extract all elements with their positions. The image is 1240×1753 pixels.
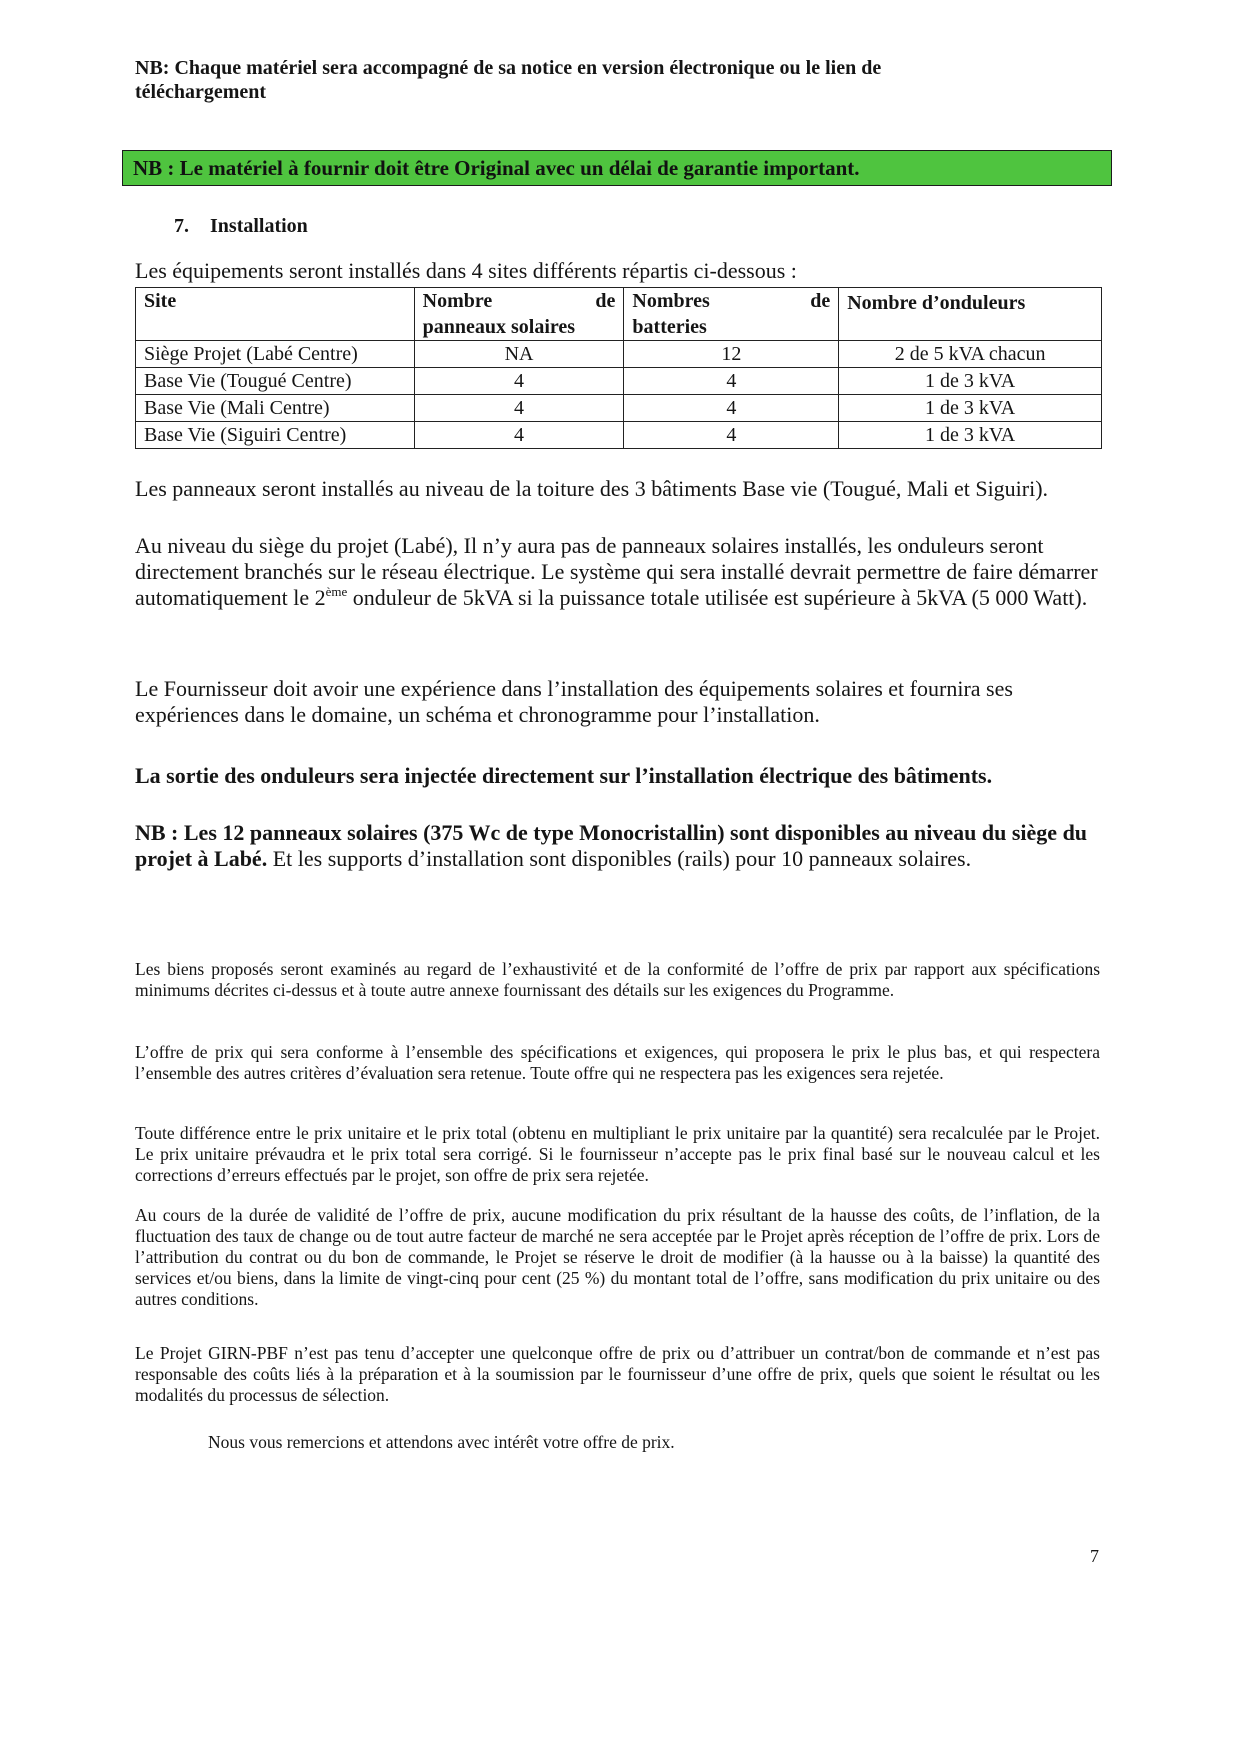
nb-original-banner [122,150,1112,186]
section-title: Installation [210,215,308,237]
header-inverters [839,288,1102,341]
paragraph-validite: Au cours de la durée de validité de l’offre de prix, aucune modification du prix résultant de la hausse des coûts, de l’inflation, de la fluctuation des taux de change ou de tout autre facteur de marché ne sera acceptée par le Projet après réception de l’offre de prix. Lors de l’attribution du contrat ou du bon de commande, le Projet se réserve le droit de modifier (à la hausse ou à la baisse) la quantité des services et/ou biens, dans la limite de vingt-cinq pour cent (25 %) du montant total de l’offre, sans modification du prix unitaire ou des autres conditions. [135,1205,1100,1309]
paragraph-siege-text-end: onduleur de 5kVA si la puissance totale utilisée est supérieure à 5kVA (5 000 Watt). [347,585,1088,610]
paragraph-offre: L’offre de prix qui sera conforme à l’ensemble des spécifications et exigences, qui proposera le prix le plus bas, et qui respectera l’ensemble des autres critères d’évaluation sera retenue. Toute offre qui ne respectera pas les exigences sera rejetée. [135,1042,1100,1083]
paragraph-difference: Toute différence entre le prix unitaire et le prix total (obtenu en multipliant le prix unitaire par la quantité) sera recalculée par le Projet. Le prix unitaire prévaudra et le prix total sera corrigé. Si le fournisseur n’accepte pas le prix final basé sur le nouveau calcul et les corrections d’erreurs effectués par le projet, son offre de prix sera rejetée. [135,1123,1100,1185]
paragraph-girn: Le Projet GIRN-PBF n’est pas tenu d’accepter une quelconque offre de prix ou d’attribuer un contrat/bon de commande et n’est pas responsable des coûts liés à la préparation et à la soumission par le fournisseur d’une offre de prix, quels que soient le résultat ou les modalités du processus de sélection. [135,1343,1100,1405]
sites-table [135,287,1102,449]
cell-site: Siège Projet (Labé Centre) [136,341,415,368]
nb-original-text: NB : Le matériel à fournir doit être Original avec un délai de garantie important. [133,156,860,180]
paragraph-nb-panneaux [135,820,1100,872]
paragraph-biens: Les biens proposés seront examinés au regard de l’exhaustivité et de la conformité de l’offre de prix par rapport aux spécifications minimums décrites ci-dessus et à toute autre annexe fournissant des détails sur les exigences du Programme. [135,959,1100,1000]
header-panels [414,288,624,341]
cell-inverters: 2 de 5 kVA chacun [839,341,1102,368]
header-batteries-word2: de [810,290,831,312]
header-site: Site [136,288,415,341]
paragraph-fournisseur: Le Fournisseur doit avoir une expérience dans l’installation des équipements solaires et fournira ses expériences dans le domaine, un schéma et chronogramme pour l’installation. [135,676,1013,727]
cell-batteries: 4 [624,422,839,449]
header-inverters-label: Nombre d’onduleurs [847,292,1026,314]
cell-batteries: 4 [624,368,839,395]
cell-inverters: 1 de 3 kVA [839,422,1102,449]
nb-notice: NB: Chaque matériel sera accompagné de sa notice en version électronique ou le lien de téléchargement [135,57,882,103]
table-row [136,341,1102,368]
header-panels-word2: de [595,290,616,312]
closing-thanks: Nous vous remercions et attendons avec intérêt votre offre de prix. [208,1432,675,1452]
cell-inverters: 1 de 3 kVA [839,368,1102,395]
header-batteries-word1: Nombres [632,290,710,312]
table-row [136,395,1102,422]
table-header-row [136,288,1102,341]
cell-batteries: 12 [624,341,839,368]
table-row [136,368,1102,395]
section-number: 7. [174,215,189,237]
paragraph-sortie: La sortie des onduleurs sera injectée directement sur l’installation électrique des bâtiments. [135,763,993,788]
table-intro: Les équipements seront installés dans 4 sites différents répartis ci-dessous : [135,258,797,283]
cell-site: Base Vie (Siguiri Centre) [136,422,415,449]
cell-panels: 4 [414,422,624,449]
header-batteries [624,288,839,341]
table-row [136,422,1102,449]
cell-site: Base Vie (Mali Centre) [136,395,415,422]
nb-panneaux-bold: NB : Les 12 panneaux solaires (375 Wc de type Monocristallin) sont disponibles au niveau du siège du projet à Labé. [135,820,1088,871]
header-batteries-line2: batteries [632,316,707,338]
nb-panneaux-rest: Et les supports d’installation sont disponibles (rails) pour 10 panneaux solaires. [267,846,972,871]
paragraph-siege [135,533,1100,611]
paragraph-panels: Les panneaux seront installés au niveau de la toiture des 3 bâtiments Base vie (Tougué, Mali et Siguiri). [135,476,1049,501]
cell-site: Base Vie (Tougué Centre) [136,368,415,395]
header-panels-word1: Nombre [422,290,493,312]
page-number: 7 [1090,1546,1099,1566]
paragraph-siege-text: Au niveau du siège du projet (Labé), Il n’y aura pas de panneaux solaires installés, les onduleurs seront directement branchés sur le réseau électrique. Le système qui sera installé devrait permettre de faire démarrer automatiquement le 2 [135,533,1098,610]
cell-panels: NA [414,341,624,368]
cell-batteries: 4 [624,395,839,422]
header-panels-line2: panneaux solaires [422,316,576,338]
cell-panels: 4 [414,368,624,395]
cell-inverters: 1 de 3 kVA [839,395,1102,422]
cell-panels: 4 [414,395,624,422]
superscript-eme: ème [325,584,348,599]
section-heading [174,215,308,238]
